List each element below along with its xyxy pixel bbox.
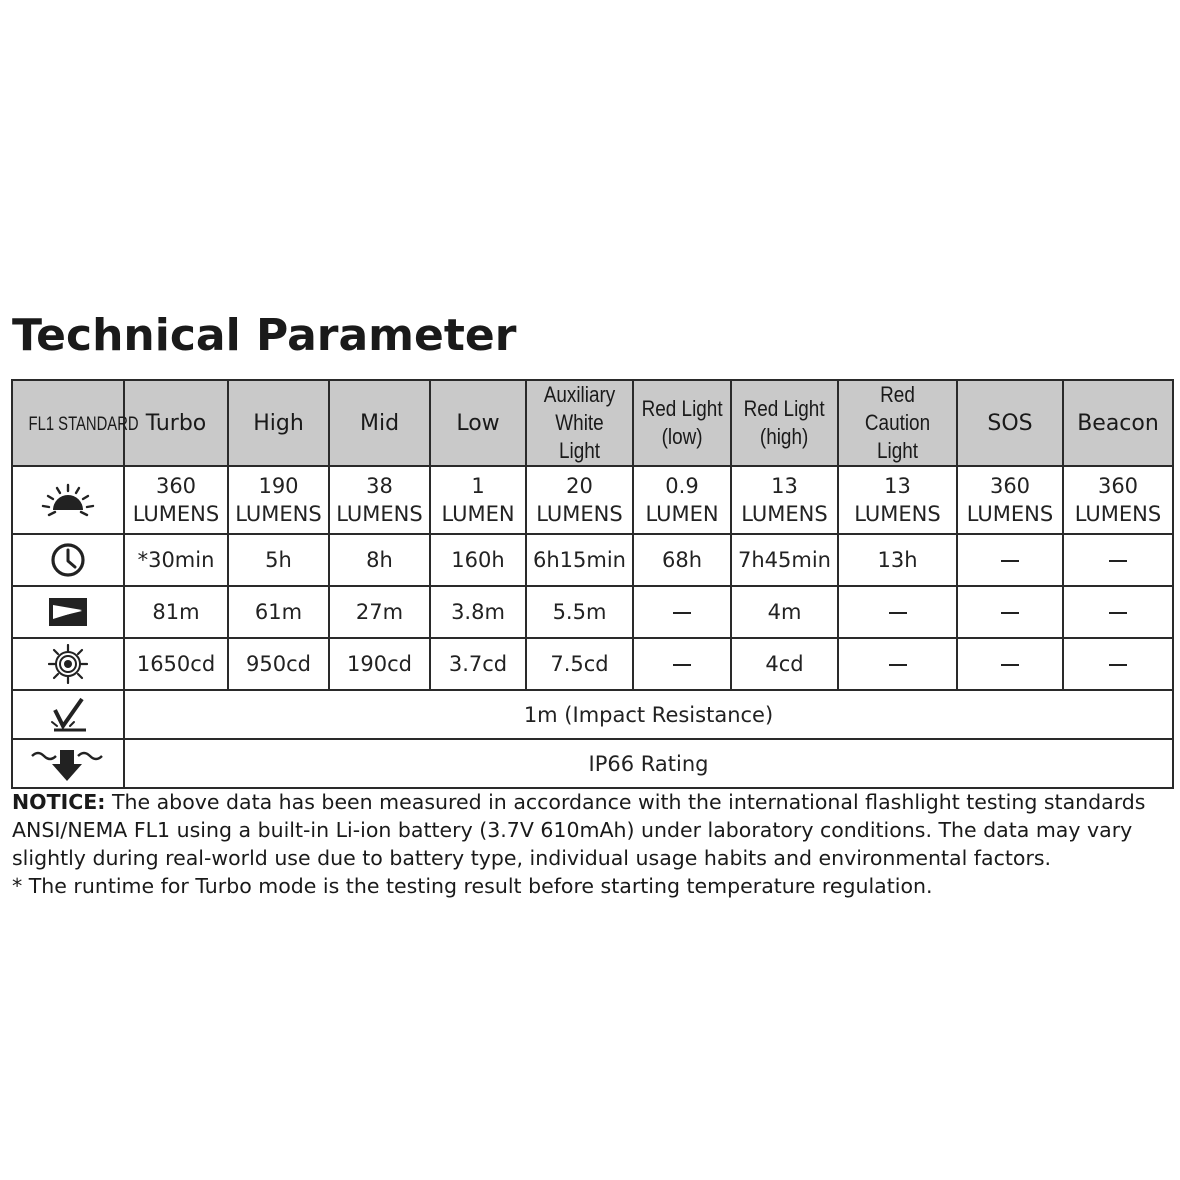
peak-intensity-target-icon bbox=[12, 638, 124, 690]
header-mode: Low bbox=[430, 380, 526, 466]
table-cell bbox=[1063, 534, 1173, 586]
table-cell: 160h bbox=[430, 534, 526, 586]
table-cell: 27m bbox=[329, 586, 430, 638]
header-mode: Turbo bbox=[124, 380, 228, 466]
header-mode: Red Light (low) bbox=[633, 380, 731, 466]
table-cell bbox=[633, 638, 731, 690]
table-row-runtime bbox=[12, 534, 1173, 586]
header-mode: Auxiliary White Light bbox=[526, 380, 633, 466]
table-cell: 4cd bbox=[731, 638, 838, 690]
table-cell bbox=[1063, 586, 1173, 638]
table-cell: 360 LUMENS bbox=[124, 466, 228, 534]
table-cell bbox=[957, 534, 1063, 586]
table-row-beam-distance bbox=[12, 586, 1173, 638]
dash-mark bbox=[673, 612, 691, 614]
table-cell: 6h15min bbox=[526, 534, 633, 586]
table-cell: 81m bbox=[124, 586, 228, 638]
table-cell: 7.5cd bbox=[526, 638, 633, 690]
dash-mark bbox=[1001, 612, 1019, 614]
table-cell: 68h bbox=[633, 534, 731, 586]
table-cell bbox=[1063, 638, 1173, 690]
table-cell: 1650cd bbox=[124, 638, 228, 690]
water-resistance-value: IP66 Rating bbox=[124, 739, 1173, 788]
dash-mark bbox=[1109, 612, 1127, 614]
notice-text bbox=[12, 788, 1172, 900]
header-mode: Mid bbox=[329, 380, 430, 466]
table-cell: 13 LUMENS bbox=[838, 466, 957, 534]
page-title: Technical Parameter bbox=[12, 310, 517, 361]
table-cell bbox=[633, 586, 731, 638]
table-cell: 7h45min bbox=[731, 534, 838, 586]
table-cell: 5.5m bbox=[526, 586, 633, 638]
table-row-impact-resistance bbox=[12, 690, 1173, 739]
table-header-row bbox=[12, 380, 1173, 466]
table-cell: 3.8m bbox=[430, 586, 526, 638]
table-cell: 8h bbox=[329, 534, 430, 586]
table-cell: 950cd bbox=[228, 638, 329, 690]
table-cell: 4m bbox=[731, 586, 838, 638]
notice-body: The above data has been measured in accordance with the international flashlight testing standards ANSI/NEMA FL1 using a built-in Li-ion battery (3.7V 610mAh) under laboratory conditions. The data may vary slightly during real-world use due to battery type, individual usage habits and environmental factors. bbox=[12, 790, 1146, 870]
table-cell: 20 LUMENS bbox=[526, 466, 633, 534]
table-cell: 38 LUMENS bbox=[329, 466, 430, 534]
table-cell bbox=[957, 638, 1063, 690]
table-cell: 190 LUMENS bbox=[228, 466, 329, 534]
header-mode: Red Light (high) bbox=[731, 380, 838, 466]
beam-distance-icon bbox=[12, 586, 124, 638]
header-mode: Red Caution Light bbox=[838, 380, 957, 466]
table-cell: 13h bbox=[838, 534, 957, 586]
turbo-footnote: * The runtime for Turbo mode is the testing result before starting temperature regulation. bbox=[12, 874, 933, 898]
header-mode: Beacon bbox=[1063, 380, 1173, 466]
table-cell: 360 LUMENS bbox=[957, 466, 1063, 534]
table-cell bbox=[838, 586, 957, 638]
header-mode: High bbox=[228, 380, 329, 466]
table-row-lumens bbox=[12, 466, 1173, 534]
table-cell bbox=[838, 638, 957, 690]
dash-mark bbox=[1001, 560, 1019, 562]
dash-mark bbox=[1109, 664, 1127, 666]
dash-mark bbox=[889, 664, 907, 666]
runtime-clock-icon bbox=[12, 534, 124, 586]
lumens-icon bbox=[12, 466, 124, 534]
header-mode: SOS bbox=[957, 380, 1063, 466]
table-row-water-resistance bbox=[12, 739, 1173, 788]
dash-mark bbox=[1109, 560, 1127, 562]
table-cell: 1 LUMEN bbox=[430, 466, 526, 534]
dash-mark bbox=[889, 612, 907, 614]
impact-resistance-value: 1m (Impact Resistance) bbox=[124, 690, 1173, 739]
impact-resistance-icon bbox=[12, 690, 124, 739]
notice-label: NOTICE: bbox=[12, 790, 106, 814]
table-cell: 360 LUMENS bbox=[1063, 466, 1173, 534]
header-fl1-standard: FL1 STANDARD bbox=[12, 380, 124, 466]
spec-table bbox=[11, 379, 1174, 789]
table-cell: 61m bbox=[228, 586, 329, 638]
table-cell: 0.9 LUMEN bbox=[633, 466, 731, 534]
dash-mark bbox=[673, 664, 691, 666]
water-resistance-icon bbox=[12, 739, 124, 788]
table-cell: 3.7cd bbox=[430, 638, 526, 690]
table-cell: *30min bbox=[124, 534, 228, 586]
dash-mark bbox=[1001, 664, 1019, 666]
table-row-peak-intensity bbox=[12, 638, 1173, 690]
table-cell: 5h bbox=[228, 534, 329, 586]
table-cell: 190cd bbox=[329, 638, 430, 690]
table-cell bbox=[957, 586, 1063, 638]
table-cell: 13 LUMENS bbox=[731, 466, 838, 534]
